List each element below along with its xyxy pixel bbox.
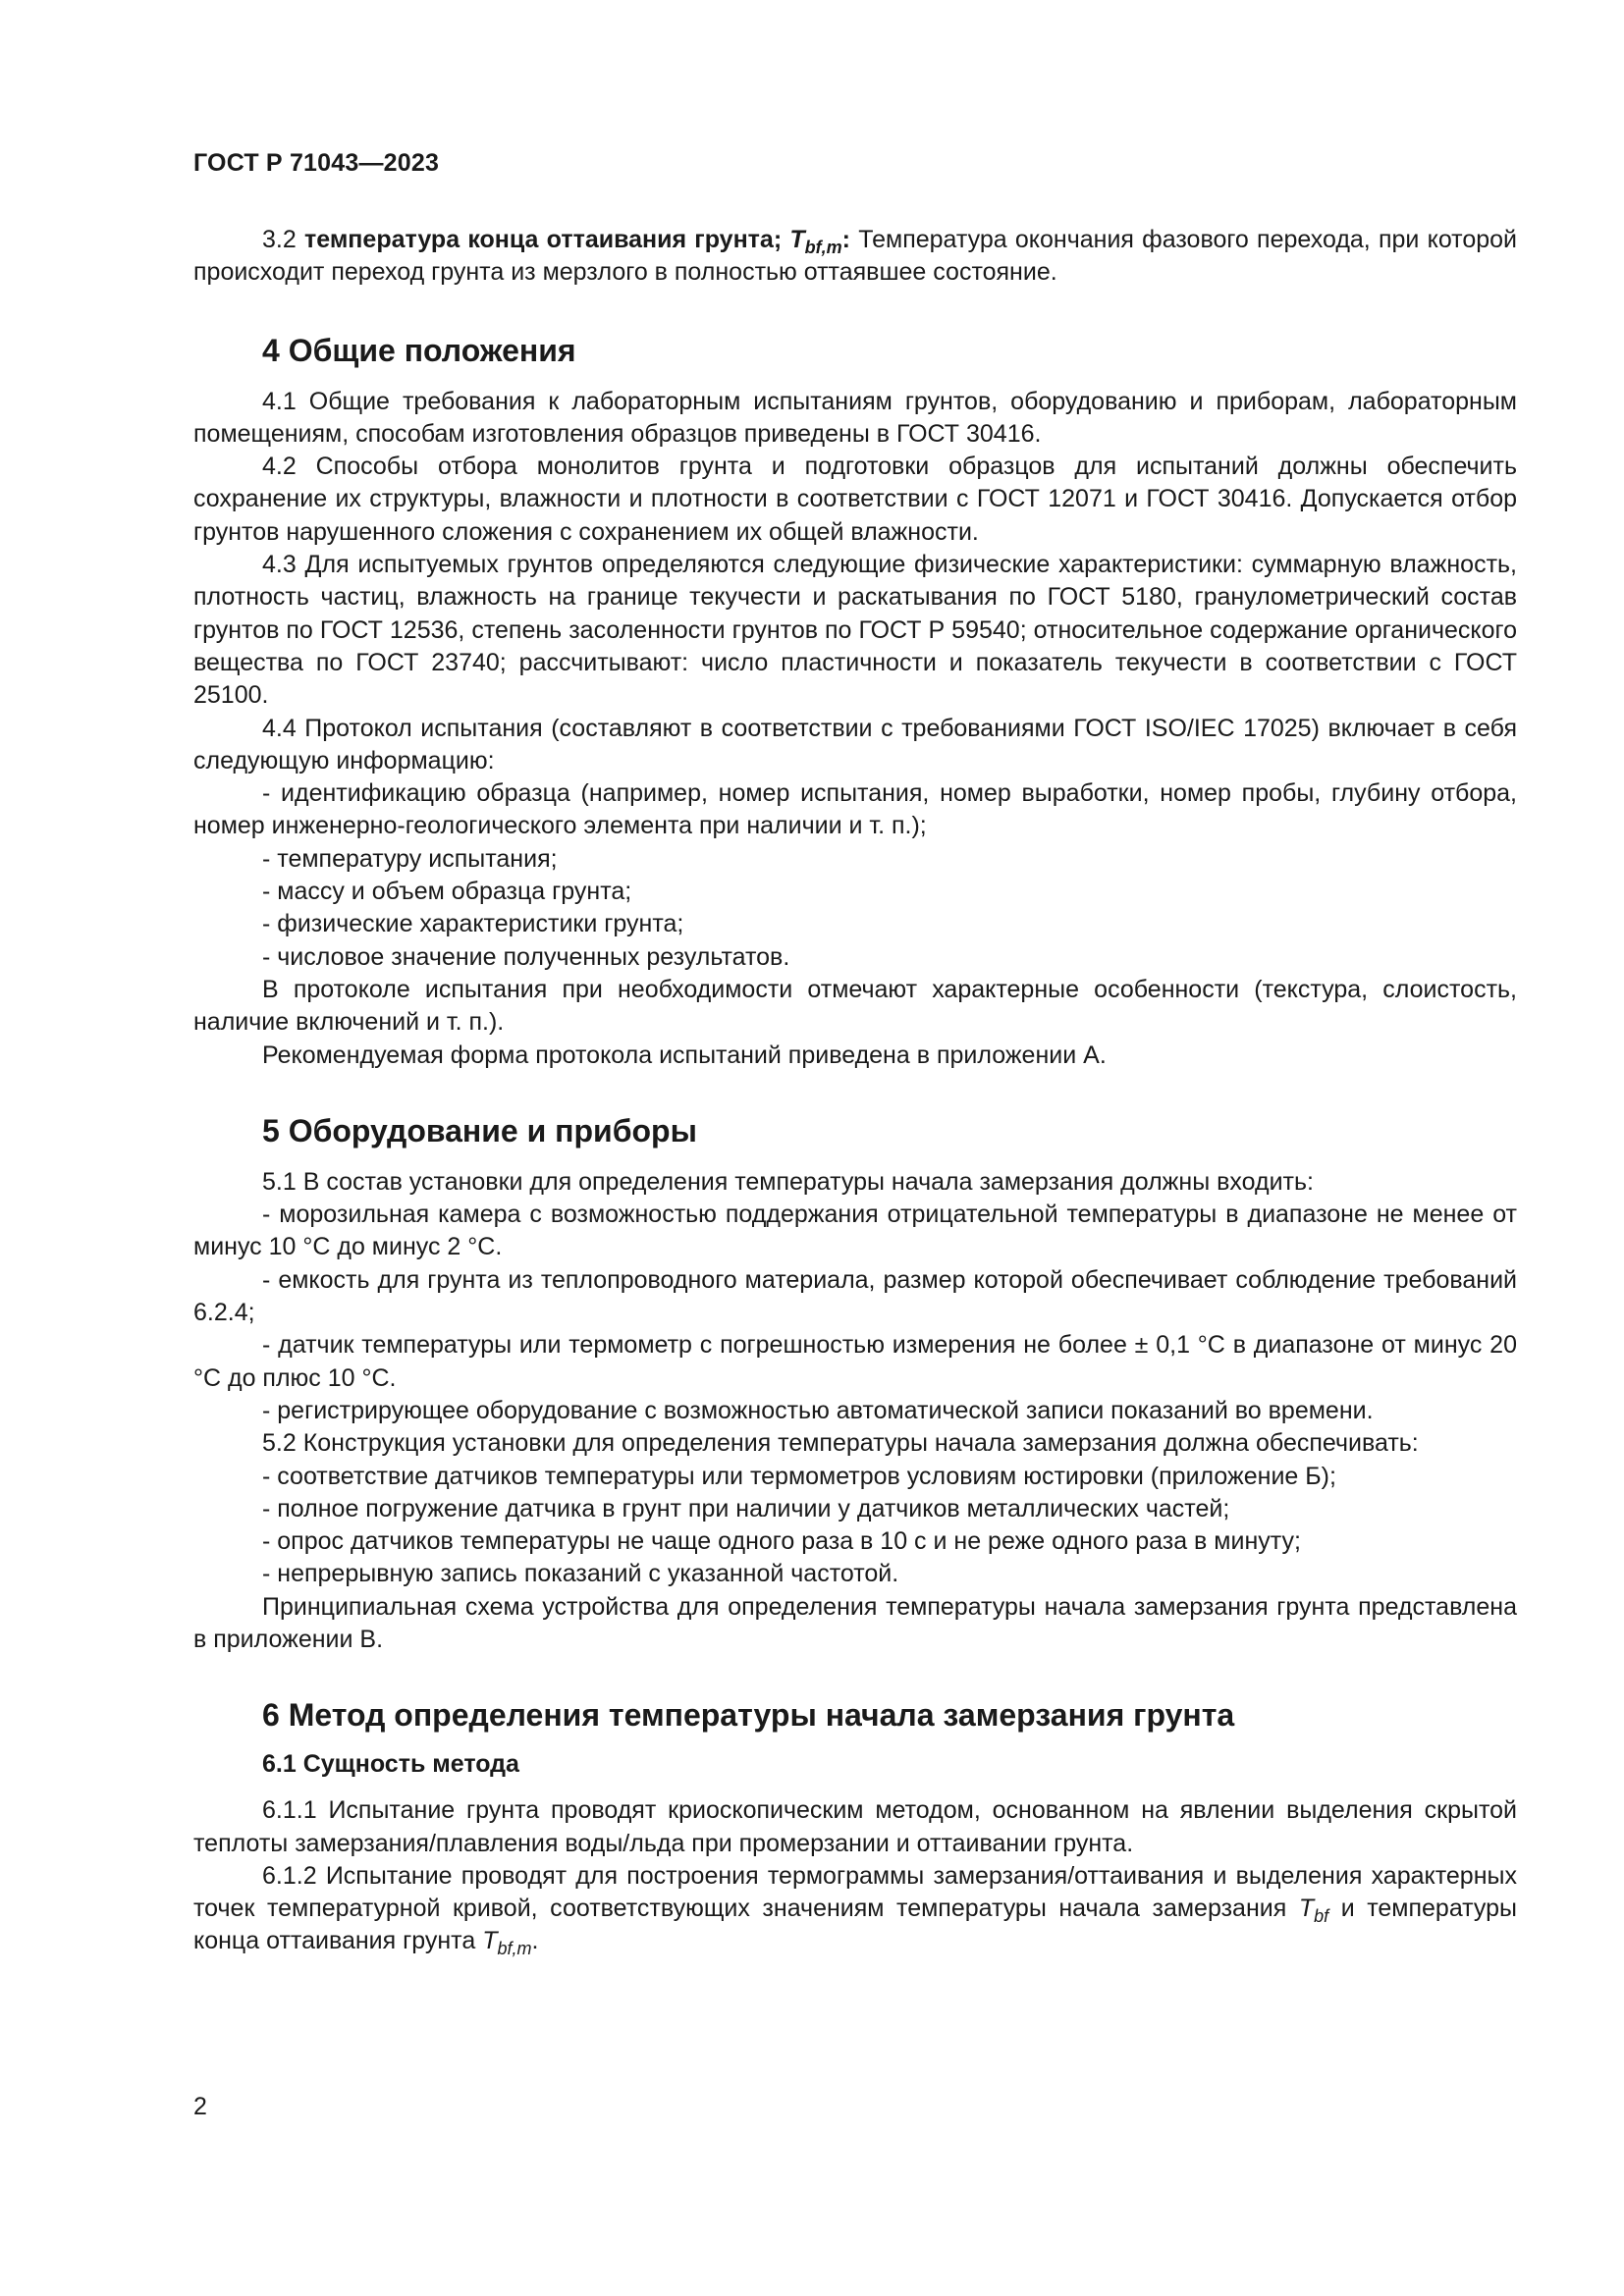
list-item: - соответствие датчиков температуры или термометров условиям юстировки (приложение Б); (262, 1462, 1336, 1490)
term-name: температура конца оттаивания грунта; (304, 226, 783, 253)
term-number: 3.2 (262, 226, 297, 253)
term-definition: Температура окончания фазового перехода, при которой происходит переход грунта из мерзлого в полностью оттаявшее состояние. (193, 226, 1518, 287)
paragraph-4-1: 4.1 Общие требования к лабораторным испытаниям грунтов, оборудованию и приборам, лабораторным помещениям, способам изготовления образцов приведены в ГОСТ 30416. (193, 387, 1517, 448)
section-6-heading: 6 Метод определения температуры начала замерзания грунта (262, 1697, 1235, 1734)
document-body (193, 224, 1517, 1958)
term-symbol-subscript: bf,m (804, 238, 842, 257)
list-item: - физические характеристики грунта; (262, 910, 684, 938)
symbol-tbfm: T (482, 1927, 498, 1955)
page-number: 2 (193, 2093, 207, 2120)
symbol-tbf: T (1298, 1895, 1315, 1923)
paragraph-6-1-2-text: 6.1.2 Испытание проводят для построения термограммы замерзания/оттаивания и выделения характерных точек температурной кривой, соответствующих значениям температуры начала замерзания (193, 1861, 1517, 1923)
list-item: - температуру испытания; (262, 844, 558, 873)
paragraph-protocol-notes: В протоколе испытания при необходимости отмечают характерные особенности (текстура, слоистость, наличие включений и т. п.). (193, 975, 1517, 1037)
paragraph-protocol-form: Рекомендуемая форма протокола испытаний приведена в приложении А. (262, 1041, 1107, 1069)
paragraph-scheme-reference: Принципиальная схема устройства для определения температуры начала замерзания грунта представлена в приложении В. (193, 1592, 1517, 1653)
paragraph-6-1-1: 6.1.1 Испытание грунта проводят криоскопическим методом, основанном на явлении выделения скрытой теплоты замерзания/плавления воды/льда при промерзании и оттаивании грунта. (193, 1796, 1517, 1857)
paragraph-4-3: 4.3 Для испытуемых грунтов определяются следующие физические характеристики: суммарную влажность, плотность частиц, влажность на границе текучести и раскатывания по ГОСТ 5180, гранулометрический состав грунтов по ГОСТ 12536, степень засоленности грунтов по ГОСТ Р 59540; относительное содержание органического вещества по ГОСТ 23740; рассчитывают: число пластичности и показатель текучести в соответствии с ГОСТ 25100. (193, 551, 1517, 710)
list-item: - непрерывную запись показаний с указанной частотой. (262, 1560, 899, 1588)
symbol-tbfm-subscript: bf,m (497, 1939, 532, 1959)
list-item: - идентификацию образца (например, номер испытания, номер выработки, номер пробы, глубину отбора, номер инженерно-геологического элемента при наличии и т. п.); (193, 779, 1517, 840)
paragraph-4-4: 4.4 Протокол испытания (составляют в соответствии с требованиями ГОСТ ISO/IEC 17025) включает в себя следующую информацию: (193, 714, 1517, 774)
list-item: - полное погружение датчика в грунт при наличии у датчиков металлических частей; (262, 1494, 1230, 1522)
paragraph-end-period: . (531, 1927, 539, 1955)
term-colon: : (841, 226, 850, 253)
symbol-tbf-subscript: bf (1314, 1906, 1329, 1927)
paragraph-5-1: 5.1 В состав установки для определения температуры начала замерзания должны входить: (262, 1167, 1314, 1196)
paragraph-6-1-2-text-continued: и температуры конца оттаивания грунта (193, 1895, 1517, 1955)
subsection-6-1-heading: 6.1 Сущность метода (262, 1750, 519, 1779)
list-item: - датчик температуры или термометр с погрешностью измерения не более ± 0,1 °С в диапазоне от минус 20 °С до плюс 10 °С. (193, 1331, 1517, 1392)
paragraph-5-2: 5.2 Конструкция установки для определения температуры начала замерзания должна обеспечивать: (262, 1429, 1419, 1458)
term-3-2 (193, 224, 1517, 290)
paragraph-4-2: 4.2 Способы отбора монолитов грунта и подготовки образцов для испытаний должны обеспечить сохранение их структуры, влажности и плотности в соответствии с ГОСТ 12071 и ГОСТ 30416. Допускается отбор грунтов нарушенного сложения с сохранением их общей влажности. (193, 453, 1517, 546)
section-5-heading: 5 Оборудование и приборы (262, 1112, 697, 1148)
list-item: - числовое значение полученных результатов. (262, 942, 790, 971)
list-item: - регистрирующее оборудование с возможностью автоматической записи показаний во времени. (262, 1396, 1374, 1424)
list-item: - морозильная камера с возможностью поддержания отрицательной температуры в диапазоне не менее от минус 10 °С до минус 2 °С. (193, 1201, 1517, 1261)
term-symbol: T (789, 226, 805, 253)
standard-code-header: ГОСТ Р 71043—2023 (193, 149, 440, 177)
paragraph-6-1-2 (193, 1860, 1517, 1958)
section-4-heading: 4 Общие положения (262, 332, 576, 368)
list-item: - массу и объем образца грунта; (262, 878, 632, 906)
list-item: - опрос датчиков температуры не чаще одного раза в 10 с и не реже одного раза в минуту; (262, 1527, 1301, 1556)
list-item: - емкость для грунта из теплопроводного материала, размер которой обеспечивает соблюдение требований 6.2.4; (193, 1265, 1517, 1327)
